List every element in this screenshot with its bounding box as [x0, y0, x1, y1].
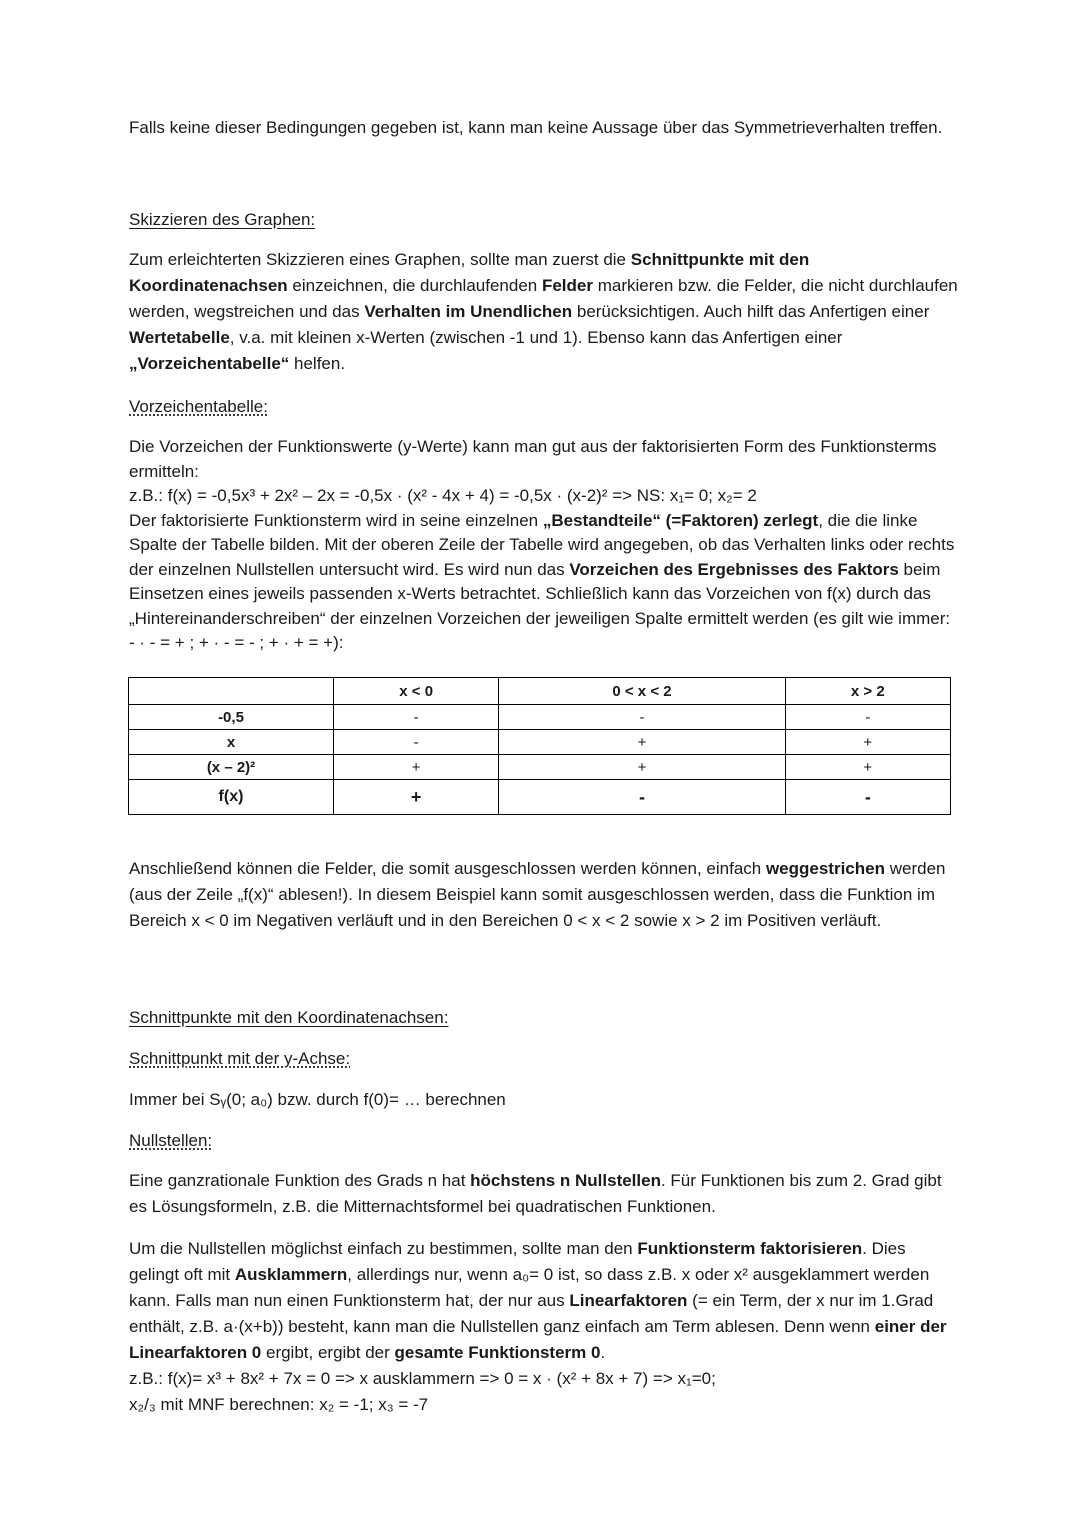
table-cell: +	[785, 755, 950, 780]
subheading-nullstellen: Nullstellen:	[129, 1131, 213, 1150]
heading-vorzeichentabelle: Vorzeichentabelle:	[129, 397, 268, 416]
table-cell: -	[334, 730, 499, 755]
table-cell: -	[499, 780, 785, 815]
y-achse-text: Immer bei Sᵧ(0; a₀) bzw. durch f(0)= … berechnen	[129, 1090, 506, 1109]
nullstellen-paragraph-1: Eine ganzrationale Funktion des Grads n hat höchstens n Nullstellen. Für Funktionen bis zum 2. Grad gibt es Lösungsformeln, z.B. die Mitternachtsformel bei quadratischen Funktionen.	[129, 1171, 942, 1216]
table-cell: -	[334, 705, 499, 730]
vorzeichen-table	[128, 677, 951, 815]
nullstellen-example-1: z.B.: f(x)= x³ + 8x² + 7x = 0 => x ausklammern => 0 = x · (x² + 8x + 7) => x₁=0;	[129, 1369, 716, 1388]
table-cell: +	[334, 780, 499, 815]
table-header-cell: x < 0	[334, 678, 499, 705]
nullstellen-example-2: x₂/₃ mit MNF berechnen: x₂ = -1; x₃ = -7	[129, 1395, 429, 1414]
table-row	[129, 730, 951, 755]
table-row-label: x	[129, 730, 334, 755]
table-header-cell	[129, 678, 334, 705]
table-header-cell: x > 2	[785, 678, 950, 705]
anschliessend-paragraph: Anschließend können die Felder, die somit ausgeschlossen werden können, einfach weggestrichen werden (aus der Zeile „f(x)“ ablesen!). In diesem Beispiel kann somit ausgeschlossen werden, dass die Funktion im Bereich x < 0 im Negativen verläuft und in den Bereichen 0 < x < 2 sowie x > 2 im Positiven verläuft.	[129, 859, 946, 930]
table-header-row	[129, 678, 951, 705]
table-cell: +	[785, 730, 950, 755]
table-cell: +	[499, 755, 785, 780]
table-row-label: (x – 2)²	[129, 755, 334, 780]
table-row	[129, 755, 951, 780]
intro-paragraph: Falls keine dieser Bedingungen gegeben ist, kann man keine Aussage über das Symmetrieverhalten treffen.	[129, 118, 943, 137]
vorzeichen-example: z.B.: f(x) = -0,5x³ + 2x² – 2x = -0,5x · (x² - 4x + 4) = -0,5x · (x-2)² => NS: x₁= 0; x₂= 2	[129, 486, 757, 505]
table-row-fx	[129, 780, 951, 815]
table-row-label: -0,5	[129, 705, 334, 730]
vorzeichen-paragraph: Die Vorzeichen der Funktionswerte (y-Werte) kann man gut aus der faktorisierten Form des Funktionsterms ermitteln: z.B.: f(x) = -0,5x³ + 2x² – 2x = -0,5x · (x² - 4x + 4) = -0,5x · (x-2)² => NS: x₁= 0; x₂= 2 Der faktorisierte Funktionsterm wird in seine einzelnen „Bestandteile“ (=Faktoren) zerlegt, die die linke Spalte der Tabelle bilden. Mit der oberen Zeile der Tabelle wird angegeben, ob das Verhalten links oder rechts der einzelnen Nullstellen untersucht wird. Es wird nun das Vorzeichen des Ergebnisses des Faktors beim Einsetzen eines jeweils passenden x-Werts betrachtet. Schließlich kann das Vorzeichen von f(x) durch das „Hintereinanderschreiben“ der einzelnen Vorzeichen der jeweiligen Spalte ermittelt werden (es gilt wie immer: - · - = + ; + · - = - ; + · + = +):	[129, 437, 955, 652]
table-cell: -	[785, 705, 950, 730]
table-row	[129, 705, 951, 730]
table-cell: +	[334, 755, 499, 780]
table-header-cell: 0 < x < 2	[499, 678, 785, 705]
heading-schnittpunkte: Schnittpunkte mit den Koordinatenachsen:	[129, 1008, 449, 1027]
table-cell: -	[499, 705, 785, 730]
table-row-label: f(x)	[129, 780, 334, 815]
table-cell: +	[499, 730, 785, 755]
skizzieren-paragraph: Zum erleichterten Skizzieren eines Graphen, sollte man zuerst die Schnittpunkte mit den Koordinatenachsen einzeichnen, die durchlaufenden Felder markieren bzw. die Felder, die nicht durchlaufen werden, wegstreichen und das Verhalten im Unendlichen berücksichtigen. Auch hilft das Anfertigen einer Wertetabelle, v.a. mit kleinen x-Werten (zwischen -1 und 1). Ebenso kann das Anfertigen einer „Vorzeichentabelle“ helfen.	[129, 250, 958, 373]
heading-skizzieren: Skizzieren des Graphen:	[129, 210, 316, 229]
nullstellen-paragraph-2: Um die Nullstellen möglichst einfach zu bestimmen, sollte man den Funktionsterm faktorisieren. Dies gelingt oft mit Ausklammern, allerdings nur, wenn a₀= 0 ist, so dass z.B. x oder x² ausgeklammert werden kann. Falls man nun einen Funktionsterm hat, der nur aus Linearfaktoren (= ein Term, der x nur im 1.Grad enthält, z.B. a·(x+b)) besteht, kann man die Nullstellen ganz einfach am Term ablesen. Denn wenn einer der Linearfaktoren 0 ergibt, ergibt der gesamte Funktionsterm 0. z.B.: f(x)= x³ + 8x² + 7x = 0 => x ausklammern => 0 = x · (x² + 8x + 7) => x₁=0; x₂/₃ mit MNF berechnen: x₂ = -1; x₃ = -7	[129, 1239, 947, 1414]
subheading-y-achse: Schnittpunkt mit der y-Achse:	[129, 1049, 351, 1068]
table-cell: -	[785, 780, 950, 815]
